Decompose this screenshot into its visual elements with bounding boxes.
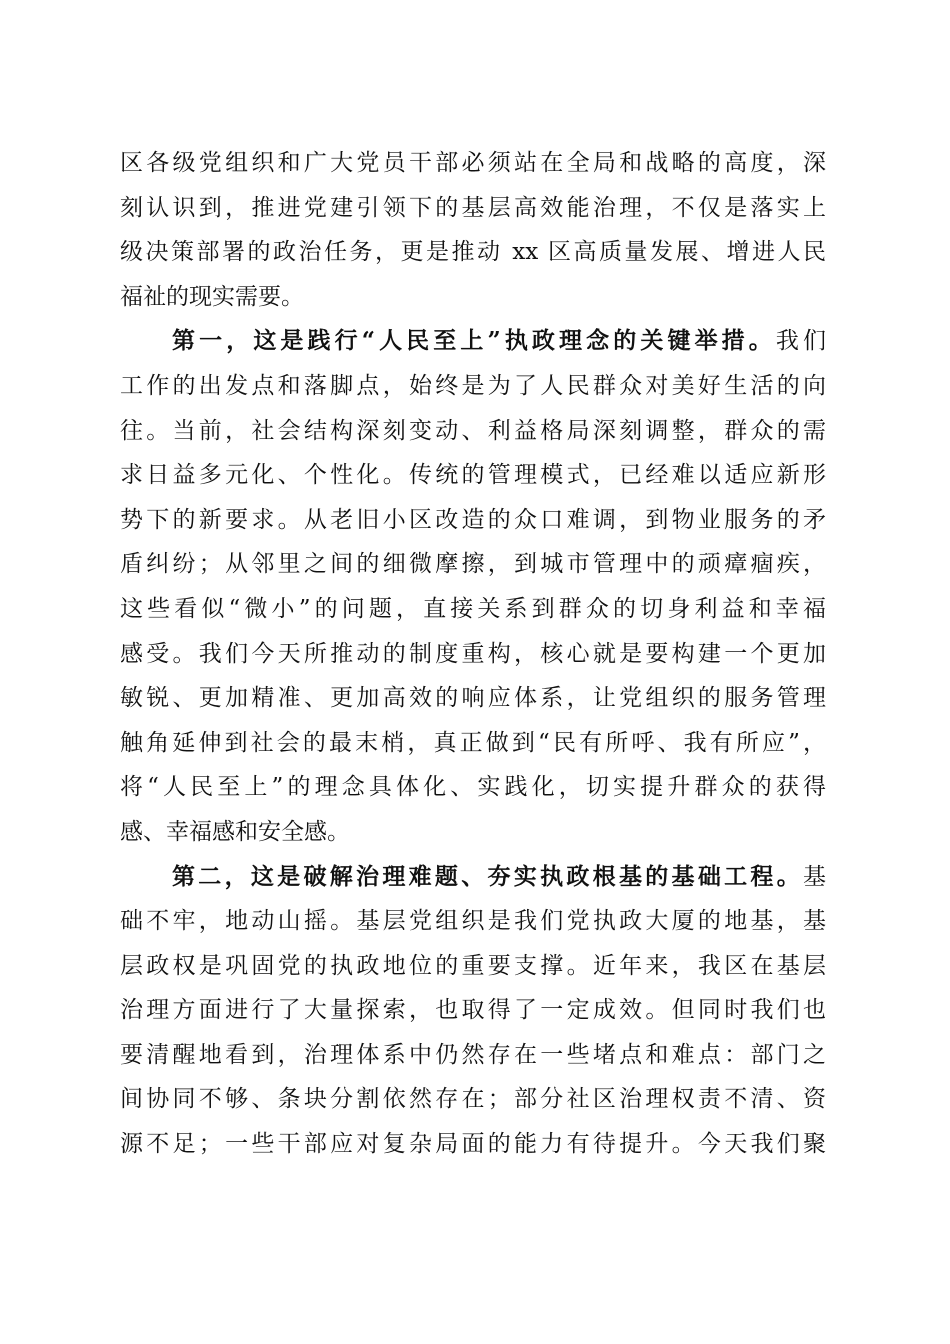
- text-line: 感、幸福感和安全感。: [120, 818, 350, 845]
- text-line: 将“人民至上”的理念具体化、实践化，切实提升群众的获得: [120, 774, 826, 801]
- text-line: [120, 855, 826, 900]
- text-line: 间协同不够、条块分割依然存在；部分社区治理权责不清、资: [120, 1086, 826, 1113]
- text-line: 盾纠纷；从邻里之间的细微摩擦，到城市管理中的顽瘴痼疾，: [120, 551, 826, 578]
- point-one-heading: 第一，这是践行“人民至上”执政理念的关键举措。: [172, 327, 776, 355]
- text-line: 感受。我们今天所推动的制度重构，核心就是要构建一个更加: [120, 640, 826, 667]
- point-two-paragraph: [120, 855, 826, 1167]
- text-line: 层政权是巩固党的执政地位的重要支撑。近年来，我区在基层: [120, 952, 826, 979]
- text-line: 求日益多元化、个性化。传统的管理模式，已经难以适应新形: [120, 462, 826, 489]
- text-line: 敏锐、更加精准、更加高效的响应体系，让党组织的服务管理: [120, 685, 826, 712]
- point-one-paragraph: [120, 319, 826, 854]
- intro-paragraph: [120, 141, 826, 319]
- text-line: [120, 319, 826, 364]
- text-line: 区各级党组织和广大党员干部必须站在全局和战略的高度，深: [120, 150, 826, 176]
- text-line: 要清醒地看到，治理体系中仍然存在一些堵点和难点：部门之: [120, 1041, 826, 1068]
- text-line: 刻认识到，推进党建引领下的基层高效能治理，不仅是落实上: [120, 194, 826, 221]
- text-line: 势下的新要求。从老旧小区改造的众口难调，到物业服务的矛: [120, 506, 826, 533]
- text-line: 这些看似“微小”的问题，直接关系到群众的切身利益和幸福: [120, 595, 826, 622]
- text-line: 福祉的现实需要。: [120, 283, 304, 310]
- text-line: 源不足；一些干部应对复杂局面的能力有待提升。今天我们聚: [120, 1131, 826, 1158]
- text-line: 础不牢，地动山摇。基层党组织是我们党执政大厦的地基，基: [120, 908, 826, 935]
- body-text: [120, 141, 826, 1167]
- text-line: 级决策部署的政治任务，更是推动 xx 区高质量发展、增进人民: [120, 239, 826, 266]
- text-line: 往。当前，社会结构深刻变动、利益格局深刻调整，群众的需: [120, 417, 826, 444]
- point-two-first-text: 基: [803, 863, 826, 890]
- text-line: 治理方面进行了大量探索，也取得了一定成效。但同时我们也: [120, 997, 826, 1024]
- text-line: 工作的出发点和落脚点，始终是为了人民群众对美好生活的向: [120, 372, 826, 399]
- point-two-heading: 第二，这是破解治理难题、夯实执政根基的基础工程。: [172, 862, 803, 890]
- point-one-first-text: 我们: [775, 328, 826, 355]
- text-line: 触角延伸到社会的最末梢，真正做到“民有所呼、我有所应”，: [120, 729, 826, 756]
